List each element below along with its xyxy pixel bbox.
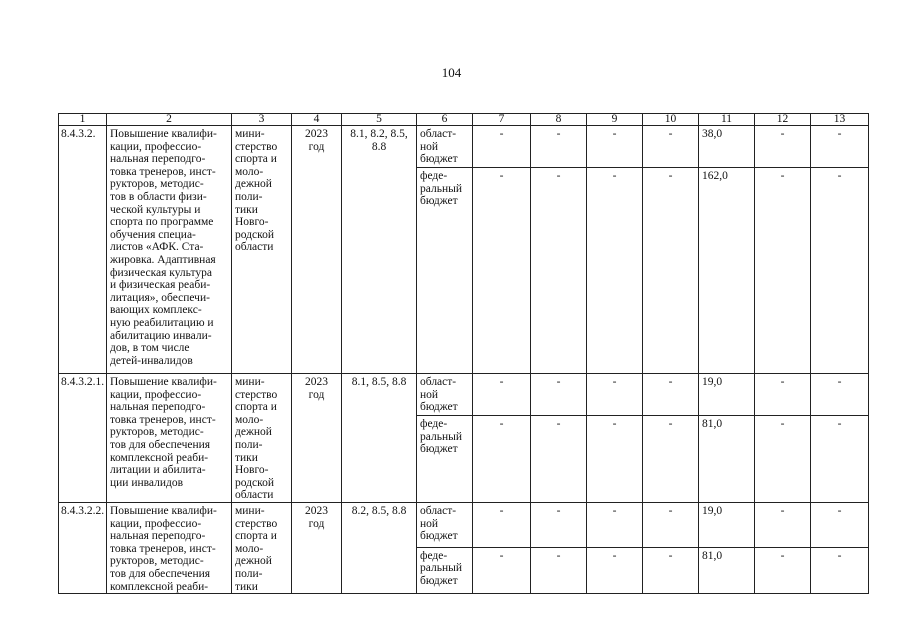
value-c12: - [755,503,811,548]
value-c8: - [531,374,587,416]
header-cell-10: 10 [643,114,699,126]
header-cell-8: 8 [531,114,587,126]
item-targets: 8.2, 8.5, 8.8 [342,503,417,594]
value-c11: 19,0 [699,374,755,416]
value-c11: 81,0 [699,416,755,503]
value-c9: - [587,547,643,594]
value-c13: - [811,126,869,168]
item-number: 8.4.3.2. [59,126,107,374]
value-c8: - [531,503,587,548]
funding-source: феде- ральный бюджет [417,416,473,503]
value-c9: - [587,168,643,374]
value-c12: - [755,547,811,594]
table-row [59,503,869,548]
value-c12: - [755,168,811,374]
value-c11: 162,0 [699,168,755,374]
budget-table [58,113,869,594]
header-cell-11: 11 [699,114,755,126]
funding-source: област- ной бюджет [417,126,473,168]
value-c13: - [811,547,869,594]
value-c10: - [643,374,699,416]
value-c7: - [473,168,531,374]
value-c11: 38,0 [699,126,755,168]
item-number: 8.4.3.2.2. [59,503,107,594]
value-c8: - [531,416,587,503]
table-row [59,126,869,168]
item-number: 8.4.3.2.1. [59,374,107,503]
item-year: 2023 год [292,374,342,503]
value-c10: - [643,168,699,374]
item-executor: мини- стерство спорта и моло- дежной поли- тики [232,503,292,594]
header-cell-5: 5 [342,114,417,126]
value-c7: - [473,126,531,168]
item-executor: мини- стерство спорта и моло- дежной поли- тики Новго- родской области [232,126,292,374]
item-executor: мини- стерство спорта и моло- дежной поли- тики Новго- родской области [232,374,292,503]
header-cell-12: 12 [755,114,811,126]
value-c9: - [587,126,643,168]
header-cell-9: 9 [587,114,643,126]
value-c8: - [531,168,587,374]
value-c7: - [473,503,531,548]
header-row [59,114,869,126]
funding-source: феде- ральный бюджет [417,547,473,594]
value-c9: - [587,416,643,503]
value-c10: - [643,126,699,168]
value-c13: - [811,374,869,416]
value-c13: - [811,416,869,503]
page-number: 104 [441,65,462,80]
header-cell-1: 1 [59,114,107,126]
item-description: Повышение квалифи- кации, профессио- нальная переподго- товка тренеров, инст- рукторов, методис- тов в области физи- ческой культуры и спорта по программе обучения специа- листов «АФК. Ста- жировка. Адаптивная физическая культура и физическая реаби- литация», обеспечи- вающих комплекс- ную реабилитацию и абилитацию инвали- дов, в том числе детей-инвалидов [107,126,232,374]
value-c10: - [643,503,699,548]
value-c13: - [811,168,869,374]
item-description: Повышение квалифи- кации, профессио- нальная переподго- товка тренеров, инст- рукторов, методис- тов для обеспечения комплексной реаби- литации и абилита- ции инвалидов [107,374,232,503]
table-row [59,374,869,416]
header-cell-4: 4 [292,114,342,126]
value-c8: - [531,547,587,594]
item-year: 2023 год [292,126,342,374]
table-header [59,114,869,126]
item-description: Повышение квалифи- кации, профессио- нальная переподго- товка тренеров, инст- рукторов, методис- тов для обеспечения комплексной реаби- [107,503,232,594]
header-cell-13: 13 [811,114,869,126]
value-c12: - [755,416,811,503]
value-c10: - [643,416,699,503]
value-c7: - [473,374,531,416]
item-targets: 8.1, 8.5, 8.8 [342,374,417,503]
header-cell-2: 2 [107,114,232,126]
value-c9: - [587,374,643,416]
funding-source: феде- ральный бюджет [417,168,473,374]
header-cell-6: 6 [417,114,473,126]
value-c7: - [473,416,531,503]
value-c11: 81,0 [699,547,755,594]
header-cell-7: 7 [473,114,531,126]
value-c10: - [643,547,699,594]
value-c12: - [755,374,811,416]
value-c9: - [587,503,643,548]
item-year: 2023 год [292,503,342,594]
value-c13: - [811,503,869,548]
value-c8: - [531,126,587,168]
table-body [59,126,869,594]
value-c12: - [755,126,811,168]
funding-source: област- ной бюджет [417,374,473,416]
value-c11: 19,0 [699,503,755,548]
item-targets: 8.1, 8.2, 8.5, 8.8 [342,126,417,374]
header-cell-3: 3 [232,114,292,126]
value-c7: - [473,547,531,594]
funding-source: област- ной бюджет [417,503,473,548]
